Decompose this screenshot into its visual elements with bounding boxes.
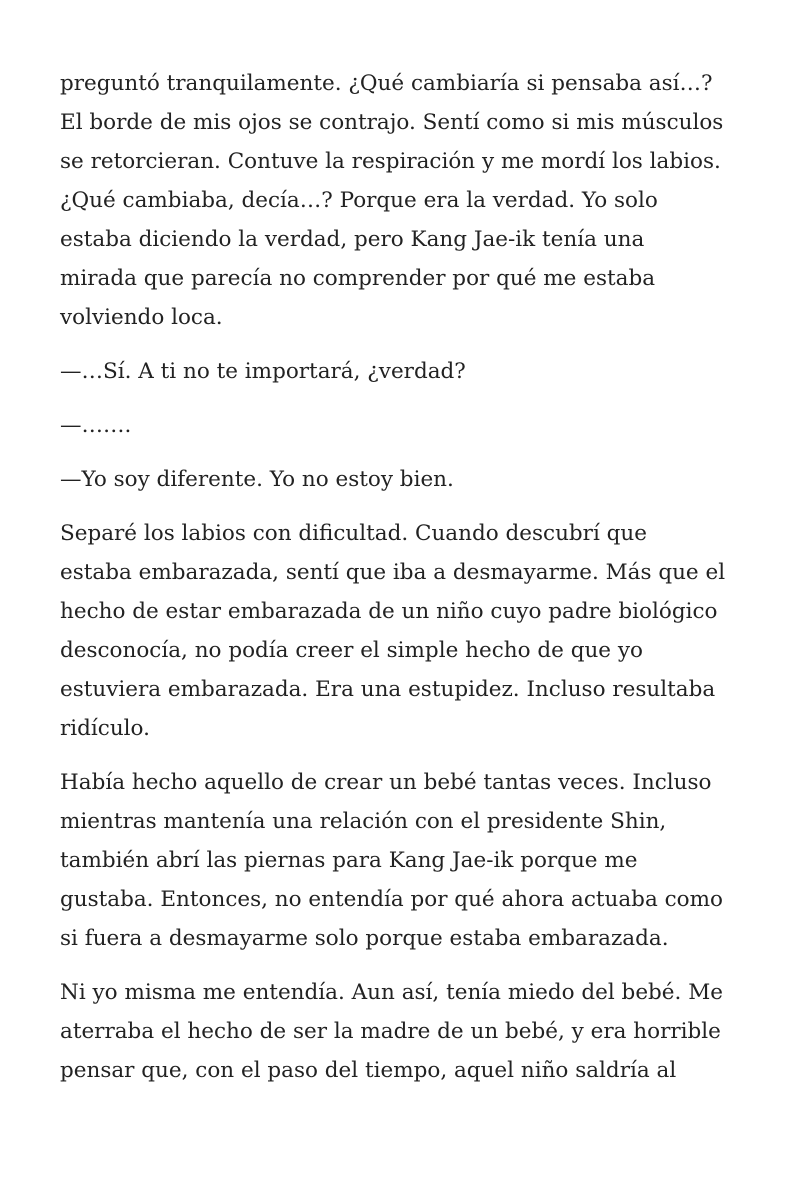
text-line: El borde de mis ojos se contrajo. Sentí como si mis músculos	[60, 110, 724, 135]
text-line: si fuera a desmayarme solo porque estaba embarazada.	[60, 926, 669, 951]
text-line: mirada que parecía no comprender por qué me estaba	[60, 266, 656, 291]
dialogue-2	[60, 406, 750, 445]
dialogue-1	[60, 352, 750, 391]
text-line: estaba diciendo la verdad, pero Kang Jae-ik tenía una	[60, 227, 645, 252]
reading-page	[60, 64, 750, 1105]
paragraph-2	[60, 514, 750, 748]
text-line: también abrí las piernas para Kang Jae-ik porque me	[60, 848, 638, 873]
text-line: se retorcieran. Contuve la respiración y me mordí los labios.	[60, 149, 721, 174]
paragraph-1	[60, 64, 750, 337]
text-line: ridículo.	[60, 716, 150, 741]
text-line: volviendo loca.	[60, 305, 223, 330]
text-line: —…Sí. A ti no te importará, ¿verdad?	[60, 359, 466, 384]
paragraph-4	[60, 973, 750, 1090]
text-line: estaba embarazada, sentí que iba a desmayarme. Más que el	[60, 560, 726, 585]
text-line: estuviera embarazada. Era una estupidez. Incluso resultaba	[60, 677, 716, 702]
text-line: mientras mantenía una relación con el presidente Shin,	[60, 809, 667, 834]
paragraph-3	[60, 763, 750, 958]
text-line: aterraba el hecho de ser la madre de un bebé, y era horrible	[60, 1019, 721, 1044]
dialogue-3	[60, 460, 750, 499]
text-line: Había hecho aquello de crear un bebé tantas veces. Incluso	[60, 770, 712, 795]
text-line: Ni yo misma me entendía. Aun así, tenía miedo del bebé. Me	[60, 980, 723, 1005]
text-line: Separé los labios con dificultad. Cuando descubrí que	[60, 521, 647, 546]
text-line: preguntó tranquilamente. ¿Qué cambiaría si pensaba así…?	[60, 71, 713, 96]
text-line: pensar que, con el paso del tiempo, aquel niño saldría al	[60, 1058, 677, 1083]
text-line: desconocía, no podía creer el simple hecho de que yo	[60, 638, 643, 663]
text-line: ¿Qué cambiaba, decía…? Porque era la verdad. Yo solo	[60, 188, 658, 213]
text-line: hecho de estar embarazada de un niño cuyo padre biológico	[60, 599, 718, 624]
text-line: —…….	[60, 413, 132, 438]
text-line: gustaba. Entonces, no entendía por qué ahora actuaba como	[60, 887, 723, 912]
text-line: —Yo soy diferente. Yo no estoy bien.	[60, 467, 454, 492]
